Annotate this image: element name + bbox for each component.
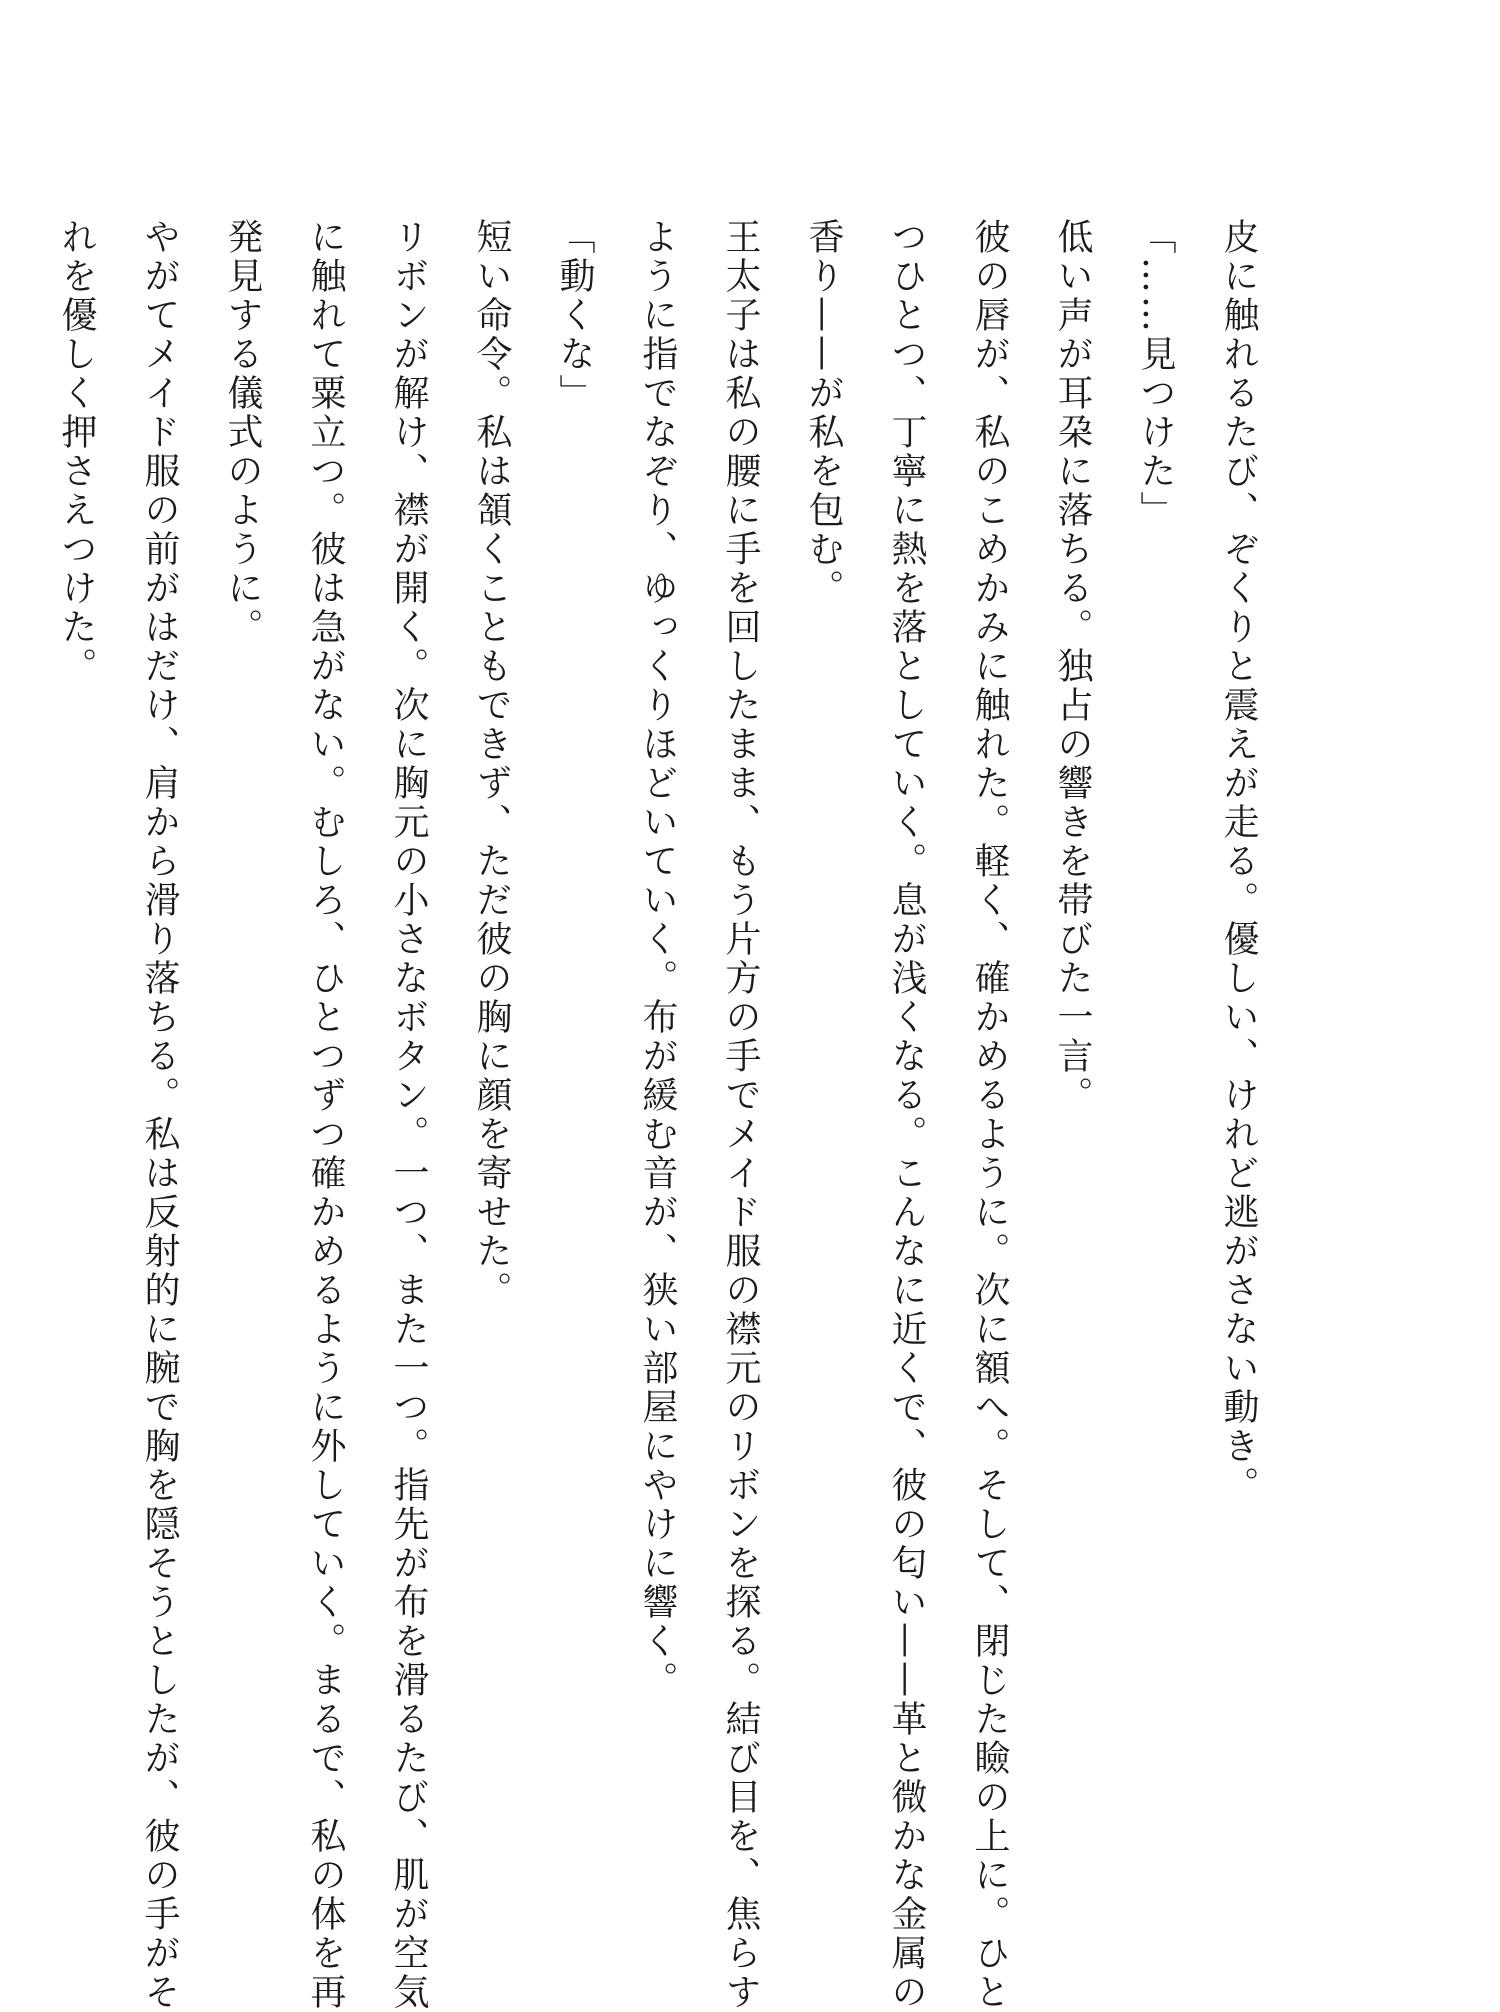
text-line: 「……見つけた」	[1135, 218, 1176, 530]
text-line: 彼の唇が、私のこめかみに触れた。軽く、確かめるように。次に額へ。そして、閉じた瞼の上に。ひと	[969, 218, 1010, 2012]
text-line: 皮に触れるたび、ぞくりと震えが走る。優しい、けれど逃がさない動き。	[1218, 218, 1259, 1505]
vertical-text-block	[35, 218, 1280, 2012]
text-line: ように指でなぞり、ゆっくりほどいていく。布が緩む音が、狭い部屋にやけに響く。	[637, 218, 678, 1700]
text-line: 「動くな」	[554, 218, 595, 413]
text-line: 発見する儀式のように。	[222, 218, 263, 647]
text-line: に触れて粟立つ。彼は急がない。むしろ、ひとつずつ確かめるように外していく。まるで、私の体を再	[305, 218, 346, 2012]
text-line: やがてメイド服の前がはだけ、肩から滑り落ちる。私は反射的に腕で胸を隠そうとしたが、彼の手がそ	[139, 218, 180, 2012]
text-line: リボンが解け、襟が開く。次に胸元の小さなボタン。一つ、また一つ。指先が布を滑るたび、肌が空気	[388, 218, 429, 2012]
text-line: つひとつ、丁寧に熱を落としていく。息が浅くなる。こんなに近くで、彼の匂い——革と微かな金属の	[886, 218, 927, 2012]
text-line: 香り——が私を包む。	[803, 218, 844, 608]
text-line: 低い声が耳朶に落ちる。独占の響きを帯びた一言。	[1052, 218, 1093, 1115]
text-line: れを優しく押さえつけた。	[56, 218, 97, 686]
text-line: 短い命令。私は頷くこともできず、ただ彼の胸に顔を寄せた。	[471, 218, 512, 1310]
text-line: 王太子は私の腰に手を回したまま、もう片方の手でメイド服の襟元のリボンを探る。結び目を、焦らす	[720, 218, 761, 2012]
